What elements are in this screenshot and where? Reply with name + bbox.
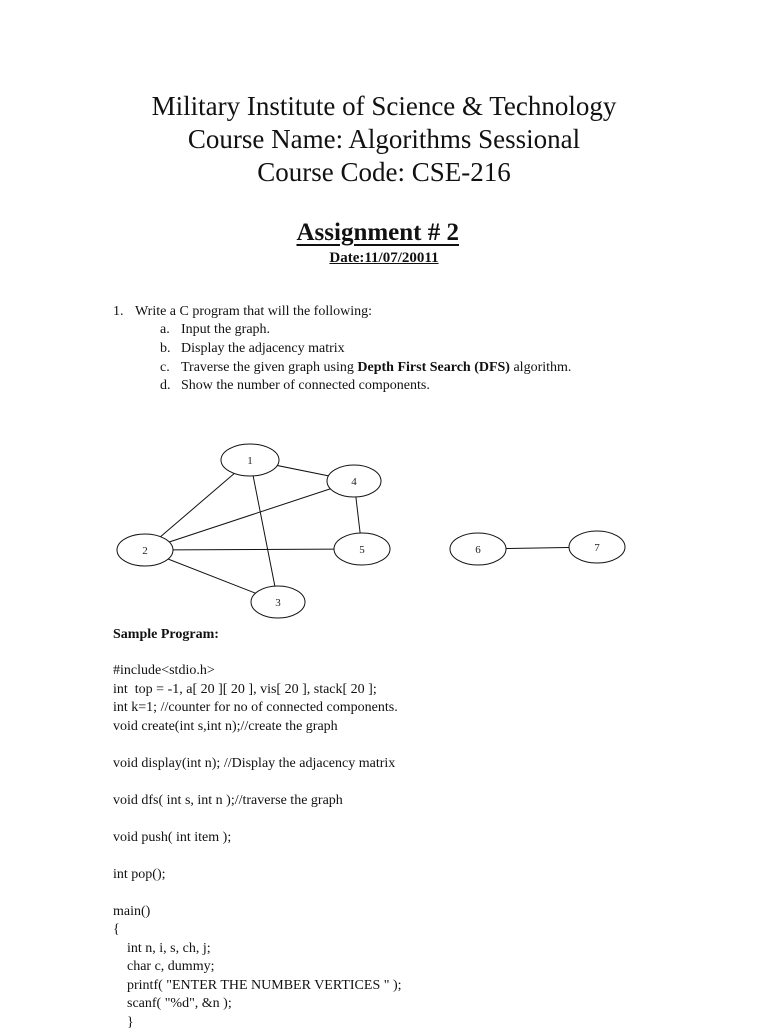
item-text-c-bold: Depth First Search (DFS) [357,360,510,375]
code-line: int n, i, s, ch, j; [113,940,211,956]
node-label: 4 [351,476,357,488]
node-label: 7 [594,542,600,554]
code-line: { [113,922,120,937]
graph-node-4 [327,465,381,497]
code-line: scanf( "%d", &n ); [113,996,232,1011]
code-line: char c, dummy; [113,959,215,974]
item-letter-a: a. [160,322,170,337]
item-text-c [181,359,571,377]
node-label: 6 [475,544,481,556]
item-text-a: Input the graph. [181,322,271,337]
code-line: void display(int n); //Display the adjacency matrix [113,755,396,771]
graph-node-1 [221,444,279,476]
sample-program-title: Sample Program: [113,627,219,642]
graph-node-2 [117,534,173,566]
node-label: 2 [142,545,148,557]
code-line: main() [113,903,151,919]
item-text-c-post: algorithm. [509,360,572,375]
edge-2-5 [145,549,362,550]
node-label: 5 [359,544,365,556]
item-text-c-pre: Traverse the given graph using [181,360,358,375]
institute-name: Military Institute of Science & Technology [151,91,617,121]
graph-nodes [117,444,625,618]
assignment-title-text: Assignment # 2 [296,219,459,246]
edge-1-3 [250,460,278,602]
item-letter-b: b. [160,341,171,356]
assignment-title [0,219,768,247]
node-label: 3 [275,597,281,609]
code-line: void dfs( int s, int n );//traverse the graph [113,792,343,808]
graph-diagram [0,430,768,625]
code-line: int k=1; //counter for no of connected components. [113,700,398,715]
item-text-b: Display the adjacency matrix [181,341,345,356]
node-label: 1 [247,455,253,467]
code-line: int pop(); [113,866,166,882]
course-code: Course Code: CSE-216 [257,157,511,187]
edge-2-4 [145,481,354,550]
code-line: } [113,1014,134,1030]
graph-node-6 [450,533,506,565]
code-line: void create(int s,int n);//create the graph [113,718,338,734]
graph-node-7 [569,531,625,563]
question-intro: Write a C program that will the following: [135,304,372,319]
item-letter-d: d. [160,378,171,393]
graph-node-3 [251,586,305,618]
code-line: printf( "ENTER THE NUMBER VERTICES " ); [113,977,402,993]
assignment-date-text: Date:11/07/20011 [329,250,439,266]
code-line: int top = -1, a[ 20 ][ 20 ], vis[ 20 ], stack[ 20 ]; [113,681,377,697]
graph-node-5 [334,533,390,565]
assignment-date [0,250,768,267]
course-name: Course Name: Algorithms Sessional [187,124,581,154]
item-letter-c: c. [160,360,170,375]
question-number: 1. [113,304,124,319]
code-line: void push( int item ); [113,829,232,845]
item-text-d: Show the number of connected components. [181,378,430,393]
code-line: #include<stdio.h> [113,663,215,678]
